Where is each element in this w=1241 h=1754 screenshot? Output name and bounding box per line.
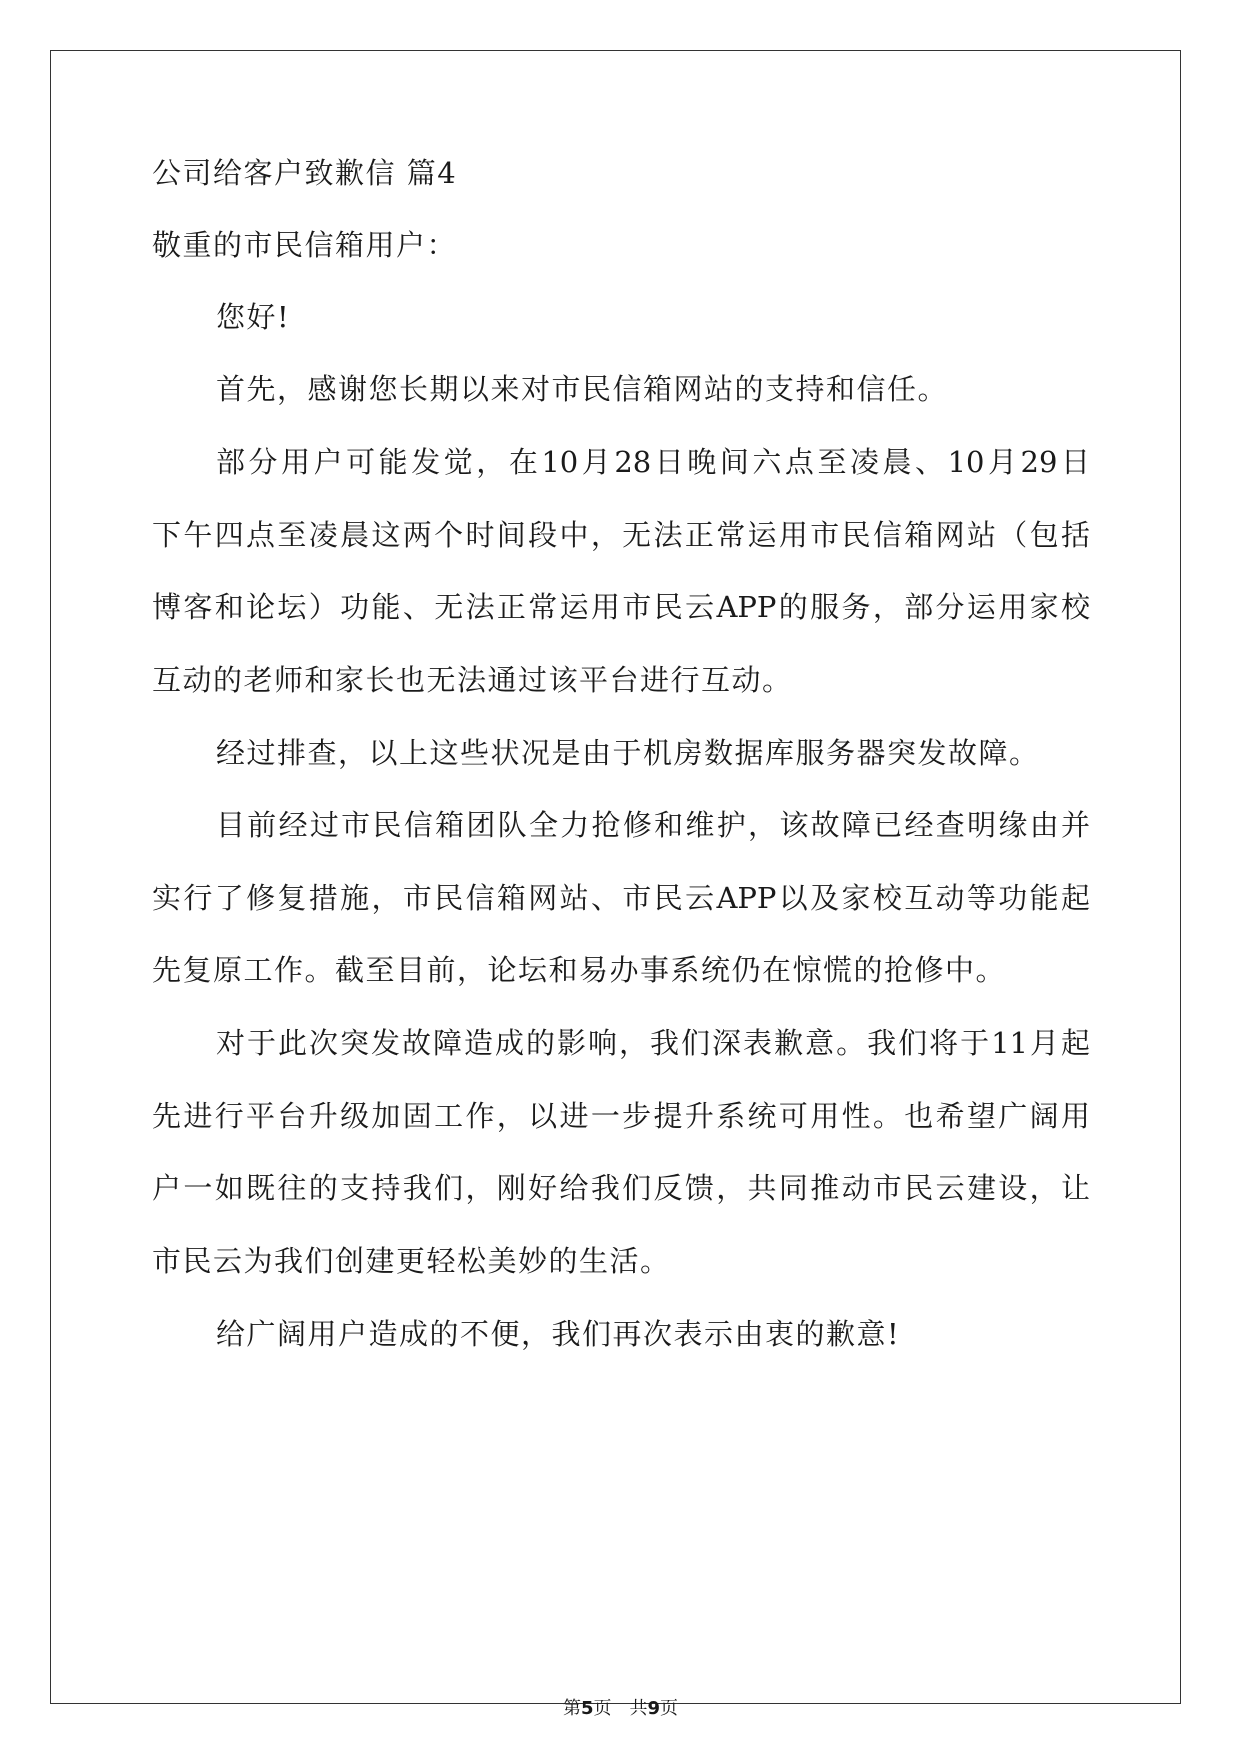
paragraph-line: 实行了修复措施，市民信箱网站、市民云APP以及家校互动等功能起 xyxy=(152,881,1090,915)
page-number-footer xyxy=(0,1697,1241,1721)
paragraph-line: 市民云为我们创建更轻松美妙的生活。 xyxy=(152,1244,671,1278)
paragraph-line: 经过排查，以上这些状况是由于机房数据库服务器突发故障。 xyxy=(216,736,1040,770)
paragraph-line: 户一如既往的支持我们，刚好给我们反馈，共同推动市民云建设，让 xyxy=(152,1171,1090,1205)
paragraph-line: 互动的老师和家长也无法通过该平台进行互动。 xyxy=(152,663,793,697)
paragraph-line: 下午四点至凌晨这两个时间段中，无法正常运用市民信箱网站（包括 xyxy=(152,518,1090,552)
page-mid: 页 共 xyxy=(593,1698,648,1719)
paragraph-line: 对于此次突发故障造成的影响，我们深表歉意。我们将于11月起 xyxy=(216,1026,1090,1060)
page-prefix: 第 xyxy=(562,1698,581,1719)
paragraph-line: 首先，感谢您长期以来对市民信箱网站的支持和信任。 xyxy=(216,372,949,406)
page-suffix: 页 xyxy=(660,1698,679,1719)
paragraph-line: 先进行平台升级加固工作，以进一步提升系统可用性。也希望广阔用 xyxy=(152,1099,1090,1133)
paragraph-line: 目前经过市民信箱团队全力抢修和维护，该故障已经查明缘由并 xyxy=(216,808,1090,842)
paragraph-line: 博客和论坛）功能、无法正常运用市民云APP的服务，部分运用家校 xyxy=(152,590,1090,624)
paragraph-line: 部分用户可能发觉，在10月28日晚间六点至凌晨、10月29日 xyxy=(216,445,1090,479)
paragraph-line: 给广阔用户造成的不便，我们再次表示由衷的歉意! xyxy=(216,1317,901,1351)
letter-salutation: 敬重的市民信箱用户： xyxy=(152,228,458,262)
letter-title: 公司给客户致歉信 篇4 xyxy=(152,156,458,190)
letter-greeting: 您好! xyxy=(216,300,291,334)
paragraph-line: 先复原工作。截至目前，论坛和易办事系统仍在惊慌的抢修中。 xyxy=(152,953,1007,987)
current-page: 5 xyxy=(580,1698,594,1719)
total-pages: 9 xyxy=(647,1698,661,1719)
